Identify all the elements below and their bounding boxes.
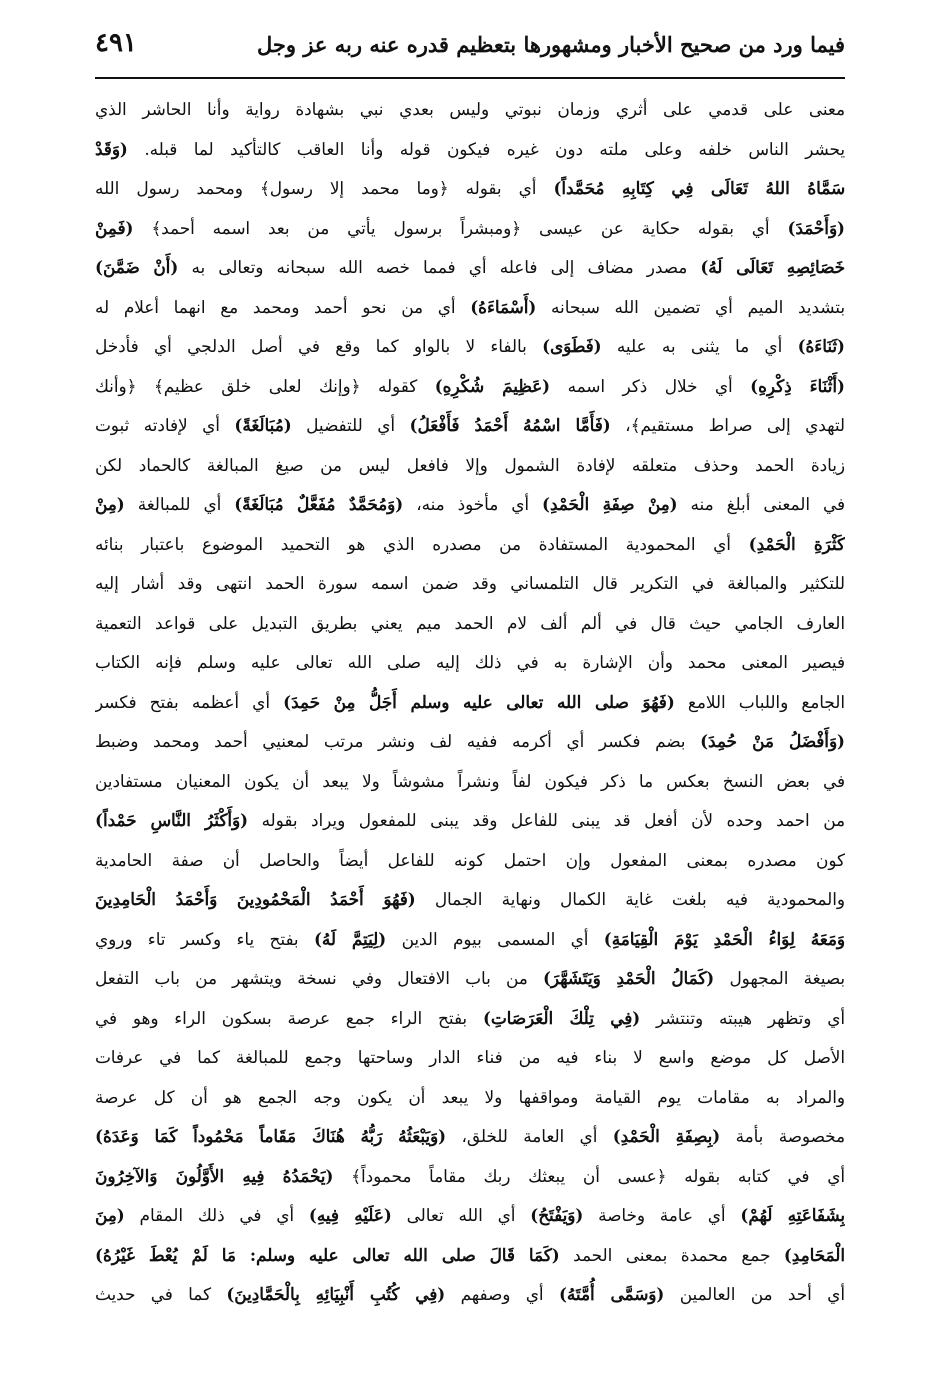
text-line: [95, 1038, 845, 1078]
body-text: [95, 90, 845, 1370]
bold-quote: (وَأَكْثَرُ النَّاسِ حَمْداً): [95, 810, 249, 830]
commentary-text: بتشديد الميم أي تضمين الله سبحانه: [536, 296, 845, 317]
text-line: [95, 643, 845, 683]
commentary-text: من احمد وحده لأن أفعل قد يبنى للفاعل وقد يبنى للمفعول ويراد بقوله: [248, 810, 845, 830]
bold-quote: (فِي تِلْكَ الْعَرَصَاتِ): [482, 1007, 641, 1028]
text-line: [95, 367, 845, 407]
text-line: [95, 762, 845, 802]
commentary-text: أي المحمودية المستفادة من مصدره الذي هو التحميد الموضوع باعتبار بنائه: [95, 533, 749, 554]
text-line: [95, 209, 845, 249]
commentary-text: العارف الجامي حيث قال في ألم ألف لام الحمد ميم يعني بطريق التبديل على قواعد التعمية: [95, 612, 845, 633]
text-line: [95, 604, 845, 644]
commentary-text: يحشر الناس خلفه وعلى ملته دون غيره فيكون قوله وأنا العاقب كالتأكيد لما قبله.: [127, 138, 845, 159]
bold-quote: (كَمَالُ الْحَمْدِ وَيَتَشَهَّرَ): [542, 968, 715, 988]
commentary-text: أي من نحو أحمد ومحمد مع انهما أعلام له: [95, 296, 471, 317]
text-line: [95, 1196, 845, 1236]
page-number: ٤٩١: [95, 28, 137, 58]
bold-quote: (أَثْنَاءَ ذِكْرِهِ): [750, 375, 845, 396]
commentary-text: بالفاء لا بالواو كما وقع في أصل الدلجي أي فأدخل: [95, 336, 543, 356]
commentary-text: في المعنى أبلغ منه: [677, 494, 845, 514]
bold-quote: (مِنَ: [95, 1205, 125, 1225]
bold-quote: سَمَّاهُ اللهُ تَعَالَى فِي كِتَابِهِ مُحَمَّداً): [553, 178, 845, 198]
bold-quote: (فِي كُتُبِ أَنْبِيَائِهِ بِالْحَمَّادِينَ): [226, 1284, 446, 1304]
bold-quote: (عَظِيمَ شُكْرِهِ): [434, 375, 551, 396]
text-line: [95, 327, 845, 367]
bold-quote: (مُبَالَغَةً): [234, 415, 292, 435]
bold-quote: (أَنْ ضَمَّنَ): [95, 257, 179, 277]
bold-quote: بِشَفَاعَتِهِ لَهُمْ): [740, 1205, 845, 1225]
bold-quote: (عَلَيْهِ فِيهِ): [308, 1205, 392, 1225]
commentary-text: أي المسمى بيوم الدين: [386, 928, 604, 949]
text-line: [95, 722, 845, 762]
bold-quote: (وَقَدْ: [95, 138, 128, 159]
commentary-text: أي بقوله ﴿وما محمد إلا رسول﴾ ومحمد رسول الله: [95, 178, 554, 198]
text-line: [95, 1275, 845, 1315]
text-line: [95, 959, 845, 999]
commentary-text: بضم فكسر أي أكرمه ففيه لف ونشر مرتب لمعنيي أحمد ومحمد وضبط: [95, 731, 701, 751]
bold-quote: (فَهُوَ أَحْمَدُ الْمَحْمُودِينَ وَأَحْمَدُ الْحَامِدِينَ: [95, 889, 416, 909]
text-line: [95, 485, 845, 525]
commentary-text: أي للتفضيل: [291, 415, 410, 435]
text-line: [95, 1117, 845, 1157]
running-title: فيما ورد من صحيح الأخبار ومشهورها بتعظيم قدره عنه ربه عز وجل: [257, 32, 845, 57]
bold-quote: (مِنْ: [95, 494, 125, 514]
commentary-text: للتكثير والمبالغة في التكرير قال التلمساني وقد ضمن اسمه سورة الحمد انتهى وقد أشار إليه: [95, 573, 845, 593]
text-line: [95, 90, 845, 130]
bold-quote: (بِصِفَةِ الْحَمْدِ): [612, 1126, 721, 1146]
bold-quote: (فَمِنْ: [95, 217, 134, 238]
text-line: [95, 564, 845, 604]
commentary-text: أي أعظمه بفتح فكسر: [95, 691, 284, 712]
text-line: [95, 130, 845, 170]
bold-quote: (وَيَبْعَثُهُ رَبُّهُ هُنَاكَ مَقَاماً مَحْمُوداً كَمَا وَعَدَهُ): [95, 1126, 447, 1146]
commentary-text: أي في كتابه بقوله ﴿عسى أن يبعثك ربك مقاماً محموداً﴾: [333, 1165, 845, 1186]
bold-quote: الْمَحَامِدِ): [783, 1244, 845, 1265]
commentary-text: أي في ذلك المقام: [124, 1205, 309, 1225]
commentary-text: لتهدي إلى صراط مستقيم﴾،: [610, 415, 845, 435]
text-line: [95, 446, 845, 486]
text-line: [95, 169, 845, 209]
bold-quote: (وَسَمَّى أُمَّتَهُ): [558, 1284, 665, 1304]
commentary-text: فيصير المعنى محمد وأن الإشارة به في ذلك إليه صلى الله تعالى عليه وسلم فإنه الكتاب: [95, 652, 845, 672]
header-rule: [95, 77, 845, 79]
bold-quote: (وَأَفْضَلُ مَنْ حُمِدَ): [700, 731, 845, 751]
text-line: [95, 1236, 845, 1276]
commentary-text: أي عامة وخاصة: [583, 1205, 741, 1225]
bold-quote: (مِنْ صِفَةِ الْحَمْدِ): [542, 494, 678, 514]
bold-quote: (وَيَفْتَحُ): [530, 1205, 584, 1225]
bold-quote: (فَهُوَ صلى الله تعالى عليه وسلم أَجَلُّ مِنْ حَمِدَ): [283, 691, 675, 712]
commentary-text: الأصل كل موضع واسع لا بناء فيه من فناء الدار وساحتها وجمع للمبالغة كما في عرفات: [95, 1047, 845, 1067]
bold-quote: (كَمَا قَالَ صلى الله تعالى عليه وسلم: مَا لَمْ يُعْطَ غَيْرُهُ): [95, 1244, 560, 1265]
commentary-text: زيادة الحمد وحذف متعلقه لإفادة الشمول وإلا فافعل ليس من صيغ المبالغة كالحماد لكن: [95, 454, 845, 475]
commentary-text: أي لإفادته ثبوت: [95, 415, 235, 435]
commentary-text: مخصوصة بأمة: [720, 1126, 845, 1146]
bold-quote: (فَأَمَّا اسْمُهُ أَحْمَدُ فَأَفْعَلُ): [409, 415, 611, 435]
commentary-text: الجامع واللباب اللامع: [674, 691, 845, 712]
bold-quote: (وَأَحْمَدَ): [787, 217, 845, 238]
text-line: [95, 1157, 845, 1197]
text-line: [95, 999, 845, 1039]
commentary-text: أي خلال ذكر اسمه: [550, 375, 751, 396]
commentary-text: كون مصدره بمعنى المفعول وإن احتمل كونه للفاعل أيضاً والحاصل أن صفة الحامدية: [95, 849, 845, 870]
bold-quote: (يَحْمَدُهُ فِيهِ الأَوَّلُونَ وَالآخِرُونَ: [95, 1165, 334, 1186]
commentary-text: أي وصفهم: [445, 1284, 559, 1304]
text-line: [95, 288, 845, 328]
text-line: [95, 880, 845, 920]
bold-quote: (وَمُحَمَّدٌ مُفَعَّلٌ مُبَالَغَةً): [234, 494, 404, 514]
bold-quote: (أَسْمَاءَهُ): [470, 296, 537, 317]
commentary-text: أي الله تعالى: [391, 1205, 531, 1225]
commentary-text: في بعض النسخ بعكس ما ذكر فيكون لفاً ونشراً مشوشاً ولا يبعد أن يكون المعنيان مستفادين: [95, 770, 845, 791]
bold-quote: (ثَنَاءَهُ): [797, 336, 845, 356]
bold-quote: كَثْرَةِ الْحَمْدِ): [748, 533, 845, 554]
page-header: [95, 20, 845, 72]
bold-quote: (فَطَوَى): [542, 336, 602, 356]
text-line: [95, 801, 845, 841]
commentary-text: والمراد به مقامات يوم القيامة ومواقفها ولا يبعد أن يكون وجه الجمع هو أن كل عرصة: [95, 1086, 845, 1107]
commentary-text: أي أحد من العالمين: [664, 1284, 845, 1304]
commentary-text: معنى على قدمي على أثري وزمان نبوتي وليس بعدي نبي بشهادة رواية وأنا الحاشر الذي: [95, 99, 845, 119]
commentary-text: والمحمودية فيه بلغت غاية الكمال ونهاية الجمال: [415, 889, 845, 909]
commentary-text: بفتح ياء وكسر تاء وروي: [95, 928, 314, 949]
commentary-text: بصيغة المجهول: [714, 968, 845, 988]
commentary-text: مصدر مضاف إلى فاعله أي فمما خصه الله سبحانه وتعالى به: [178, 257, 701, 277]
commentary-text: من باب الافتعال وفي نسخة ويتشهر من باب التفعل: [95, 968, 543, 988]
text-line: [95, 1078, 845, 1118]
commentary-text: أي العامة للخلق،: [446, 1126, 613, 1146]
text-line: [95, 406, 845, 446]
commentary-text: بفتح الراء جمع عرصة بسكون الراء وهو في: [95, 1007, 483, 1028]
commentary-text: كما في حديث: [95, 1284, 227, 1304]
bold-quote: (لِيَتِمَّ لَهُ): [313, 928, 387, 949]
text-line: [95, 920, 845, 960]
text-line: [95, 841, 845, 881]
commentary-text: كقوله ﴿وإنك لعلى خلق عظيم﴾ ﴿وأنك: [95, 375, 435, 396]
commentary-text: أي مأخوذ منه،: [403, 494, 543, 514]
bold-quote: وَمَعَهُ لِوَاءُ الْحَمْدِ يَوْمَ الْقِيَامَةِ): [603, 928, 845, 949]
commentary-text: أي ما يثنى به عليه: [601, 336, 798, 356]
text-line: [95, 525, 845, 565]
commentary-text: أي وتظهر هيبته وتنتشر: [640, 1007, 845, 1028]
bold-quote: خَصَائِصِهِ تَعَالَى لَهُ): [700, 257, 845, 277]
text-line: [95, 248, 845, 288]
commentary-text: أي للمبالغة: [124, 494, 235, 514]
commentary-text: جمع محمدة بمعنى الحمد: [559, 1244, 784, 1265]
commentary-text: أي بقوله حكاية عن عيسى ﴿ومبشراً برسول يأتي من بعد اسمه أحمد﴾: [133, 217, 788, 238]
text-line: [95, 683, 845, 723]
